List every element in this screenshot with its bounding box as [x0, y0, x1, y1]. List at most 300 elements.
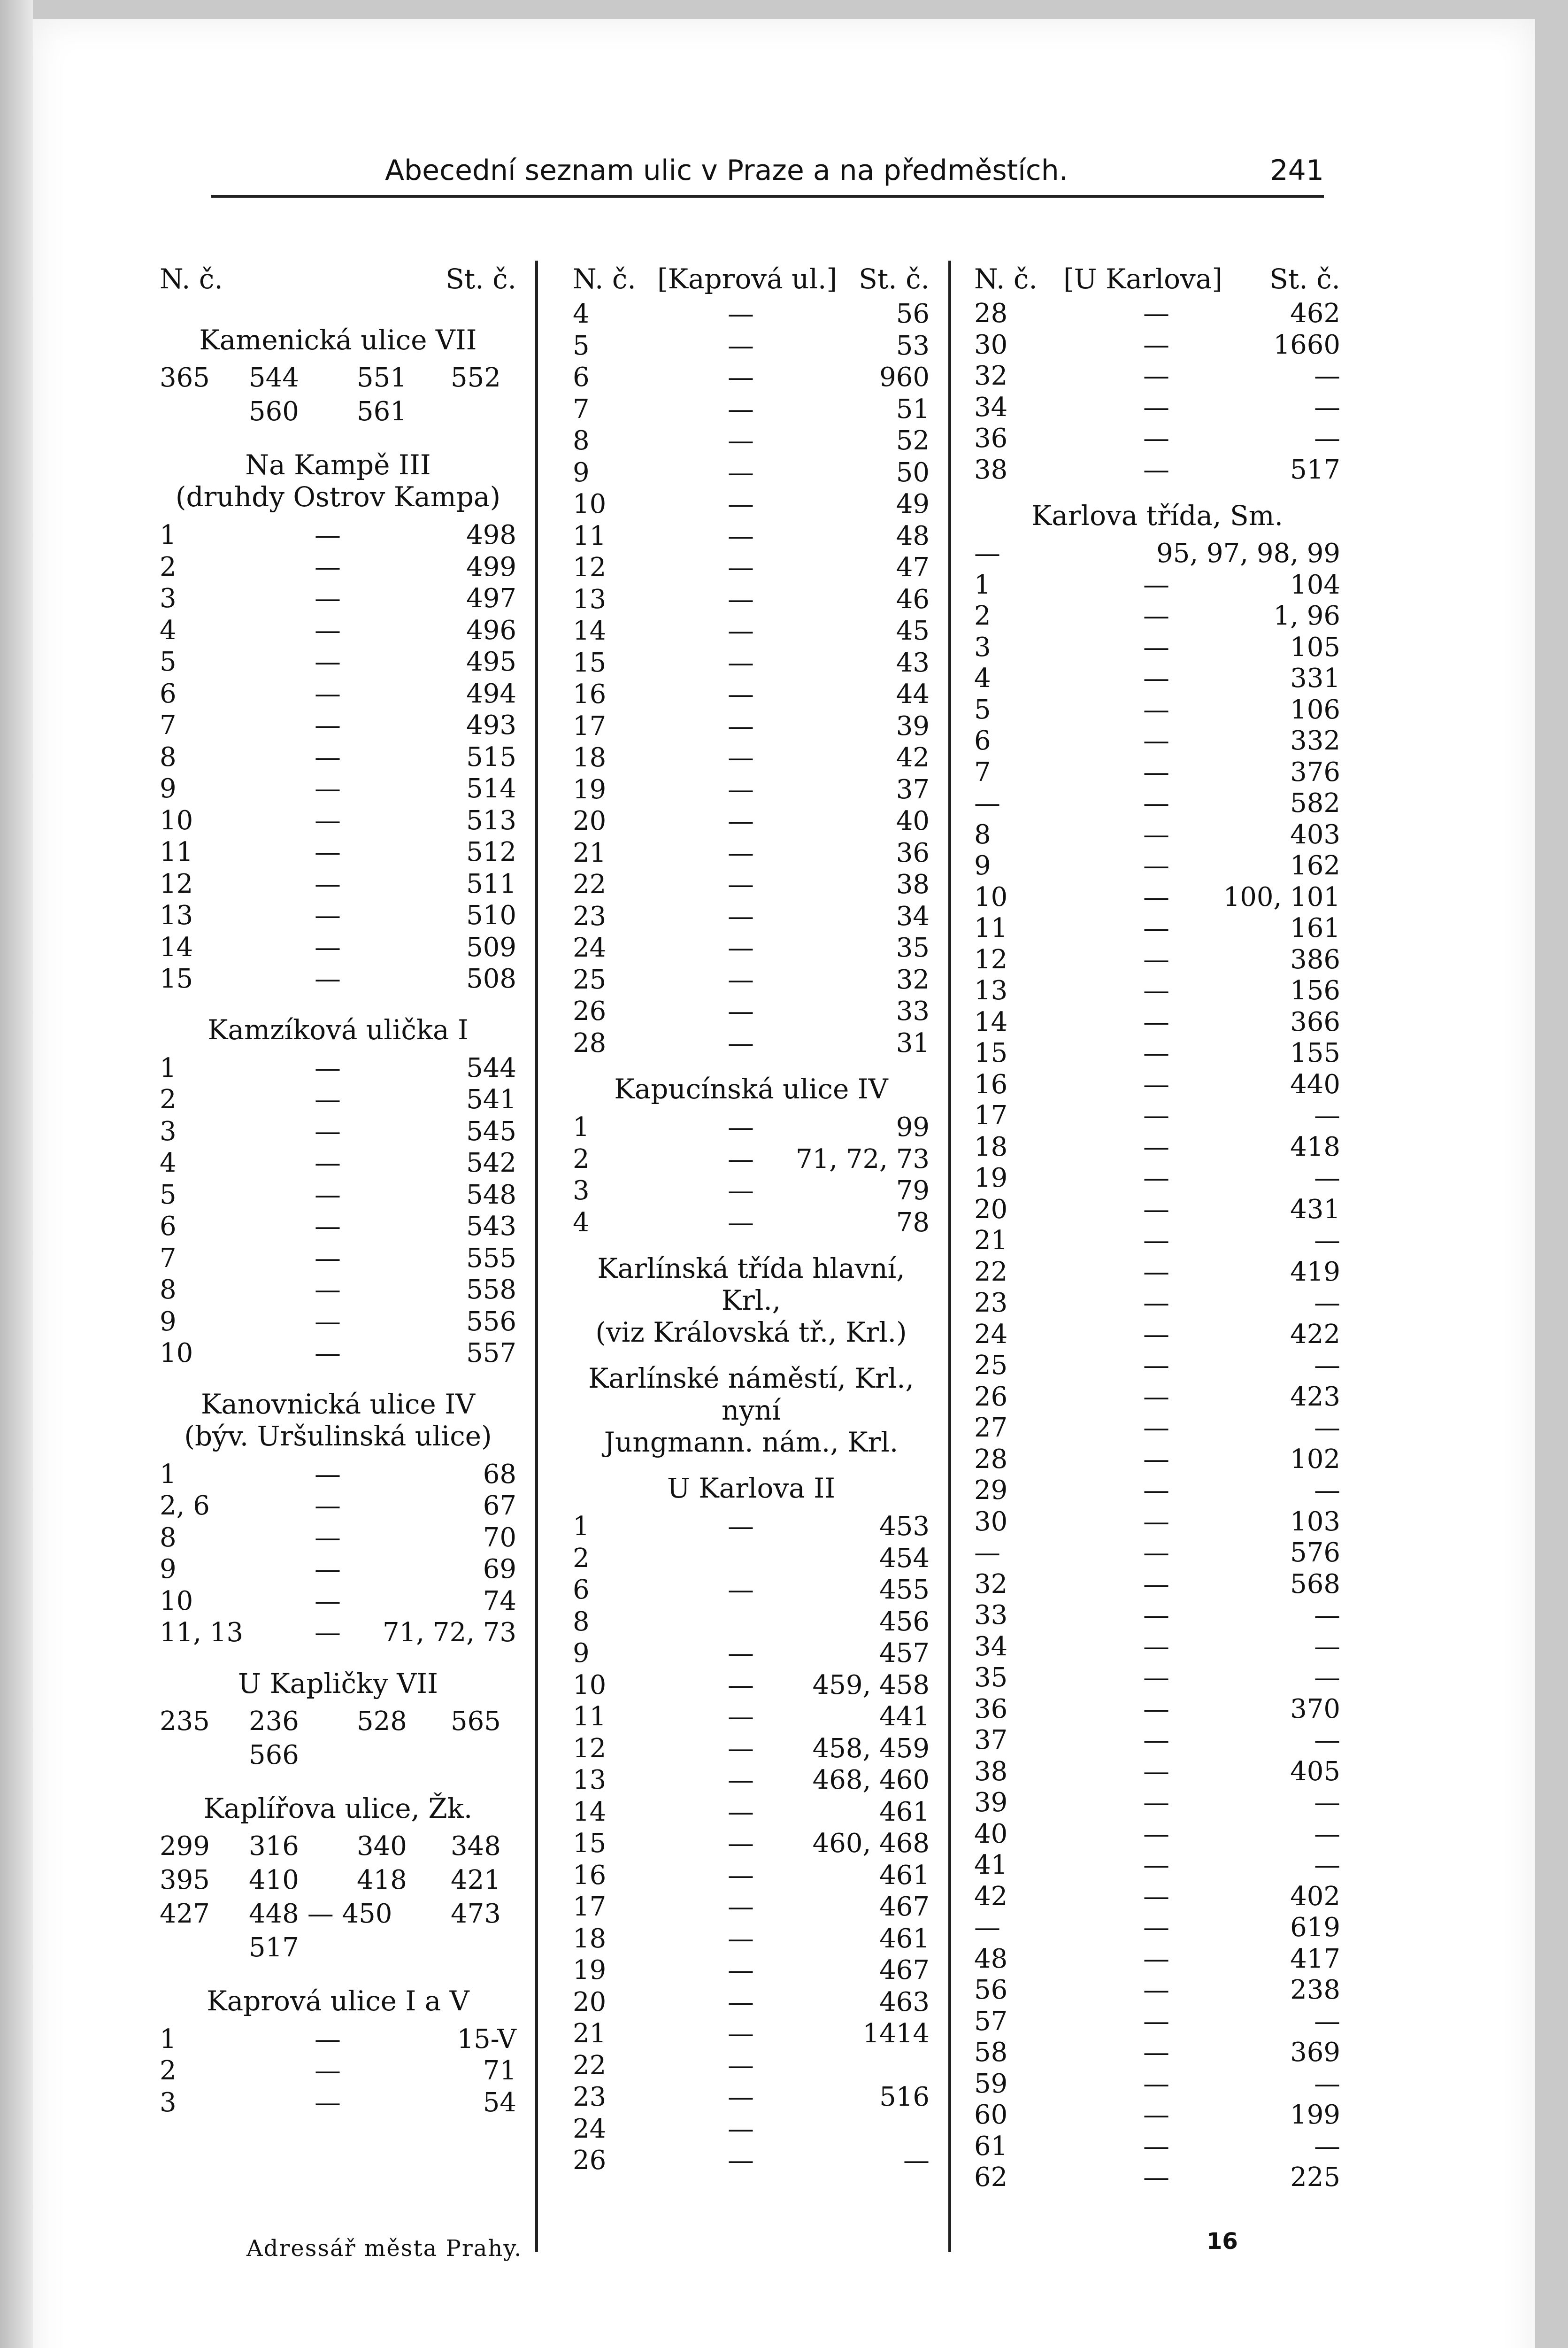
new-number: 3	[160, 583, 177, 614]
old-number: 1414	[862, 2018, 930, 2049]
old-number: 456	[879, 1606, 930, 1637]
old-number: 495	[466, 647, 516, 677]
old-number: 515	[466, 741, 516, 772]
new-number: 56	[974, 1975, 1008, 2005]
old-number: 548	[466, 1179, 516, 1210]
old-number: 155	[1290, 1038, 1340, 1068]
old-number: 453	[879, 1511, 930, 1542]
new-number: 29	[974, 1475, 1008, 1506]
number-grid-row	[160, 1740, 516, 1774]
dash: —	[315, 1052, 341, 1083]
dash: —	[1143, 392, 1169, 423]
dash: —	[728, 2018, 754, 2049]
old-number: 52	[896, 425, 930, 456]
old-number: 458, 459	[812, 1733, 930, 1764]
old-number: 498	[466, 520, 516, 550]
street-name-line: Kapucínská ulice IV	[614, 1073, 888, 1105]
number-cell: 473	[451, 1898, 501, 1929]
street-name	[573, 1073, 930, 1105]
dash: —	[1143, 1256, 1169, 1287]
old-number: 238	[1290, 1975, 1340, 2005]
dash: —	[1143, 1631, 1169, 1662]
house-row	[974, 1069, 1340, 1101]
old-number: 51	[896, 394, 930, 425]
street-name	[160, 1985, 516, 2017]
old-number: 558	[466, 1274, 516, 1305]
new-number: 4	[573, 1207, 590, 1238]
house-row	[974, 1382, 1340, 1413]
number-cell: 365	[160, 363, 210, 393]
dash: —	[315, 1554, 341, 1584]
old-number: 542	[466, 1148, 516, 1178]
old-number: 332	[1290, 726, 1340, 756]
dash: —	[315, 1274, 341, 1305]
house-row	[573, 1986, 930, 2018]
street-name	[160, 1792, 516, 1824]
dash: —	[315, 1459, 341, 1490]
new-number: 6	[160, 678, 177, 709]
new-number: 7	[160, 1243, 177, 1274]
house-row	[573, 330, 930, 362]
old-number: 494	[466, 678, 516, 709]
number-grid	[160, 1706, 516, 1774]
dash: —	[1143, 819, 1169, 850]
house-row	[160, 1147, 516, 1179]
house-row	[974, 1475, 1340, 1506]
old-number: 161	[1290, 913, 1340, 943]
old-number: 54	[483, 2087, 516, 2118]
house-row	[974, 1506, 1340, 1538]
new-number: 36	[974, 1693, 1008, 1724]
dash: —	[315, 583, 341, 614]
new-number: 38	[974, 1756, 1008, 1787]
house-row	[573, 1027, 930, 1059]
new-number: 9	[160, 1554, 177, 1584]
house-row	[160, 583, 516, 615]
dash: —	[1143, 850, 1169, 881]
old-number: 403	[1290, 819, 1340, 850]
new-number: 1	[160, 1459, 177, 1490]
street-name-line: Kamenická ulice VII	[199, 324, 477, 356]
house-row	[974, 850, 1340, 882]
old-number: 68	[483, 1459, 516, 1490]
old-number: 431	[1290, 1194, 1340, 1225]
dash: —	[315, 932, 341, 963]
dash: —	[1143, 298, 1169, 329]
house-row	[974, 788, 1340, 819]
house-row	[974, 1319, 1340, 1351]
old-number: 457	[879, 1638, 930, 1668]
old-number: —	[1314, 1163, 1340, 1193]
house-row	[974, 1850, 1340, 1881]
house-number-list	[160, 2024, 516, 2119]
house-row	[974, 2131, 1340, 2163]
old-number: 960	[879, 362, 930, 393]
old-number: 545	[466, 1116, 516, 1147]
new-number: 24	[974, 1319, 1008, 1350]
old-number: —	[1314, 1631, 1340, 1662]
number-cell: 236	[249, 1706, 299, 1737]
dash: —	[1143, 694, 1169, 725]
house-row	[974, 1787, 1340, 1819]
house-row	[974, 1537, 1340, 1569]
street-section	[160, 1668, 516, 1774]
old-number: 454	[879, 1543, 930, 1574]
old-number: 516	[879, 2082, 930, 2112]
dash: —	[1143, 1725, 1169, 1755]
new-number: 8	[974, 819, 991, 850]
dash: —	[728, 933, 754, 963]
old-number: —	[1314, 2131, 1340, 2162]
dash: —	[728, 711, 754, 741]
new-number: 10	[573, 489, 607, 519]
old-number: 46	[896, 584, 930, 615]
new-number: 48	[974, 1943, 1008, 1974]
column-header-left: N. č.	[573, 263, 636, 295]
dash: —	[728, 1701, 754, 1732]
new-number: 13	[573, 1765, 607, 1795]
dash: —	[315, 1243, 341, 1274]
house-number-list	[974, 298, 1340, 486]
street-name	[573, 1252, 930, 1348]
old-number: 422	[1290, 1319, 1340, 1350]
number-cell: 421	[451, 1864, 501, 1895]
house-row	[160, 1522, 516, 1554]
house-row	[573, 615, 930, 647]
dash: —	[728, 1112, 754, 1143]
old-number: 74	[483, 1585, 516, 1616]
new-number: 5	[160, 1179, 177, 1210]
dash: —	[315, 1211, 341, 1242]
house-row	[974, 570, 1340, 601]
dash: —	[1143, 944, 1169, 975]
old-number: 370	[1290, 1693, 1340, 1724]
new-number: 42	[974, 1881, 1008, 1912]
dash: —	[315, 647, 341, 677]
street-name	[160, 449, 516, 513]
column-divider-left	[535, 261, 538, 2252]
new-number: 19	[573, 774, 607, 805]
dash: —	[1143, 1568, 1169, 1599]
column-header-left: N. č.	[974, 263, 1038, 295]
new-number: 8	[160, 741, 177, 772]
house-row	[573, 964, 930, 996]
house-number-list	[160, 519, 516, 995]
house-row	[573, 1543, 930, 1575]
house-row	[573, 362, 930, 394]
number-grid-row	[160, 1932, 516, 1966]
house-row	[974, 944, 1340, 976]
dash: —	[728, 1575, 754, 1605]
dash: —	[1143, 1600, 1169, 1630]
old-number: 544	[466, 1052, 516, 1083]
dash: —	[1143, 913, 1169, 943]
dash: —	[1143, 757, 1169, 788]
number-cell: 517	[249, 1932, 299, 1963]
dash: —	[728, 1796, 754, 1827]
new-number: 26	[974, 1381, 1008, 1412]
number-cell: 544	[249, 363, 299, 393]
dash: —	[315, 1585, 341, 1616]
new-number: 10	[160, 805, 193, 836]
new-number: 7	[160, 710, 177, 741]
house-row	[573, 425, 930, 457]
number-grid-row	[160, 1899, 516, 1932]
street-name	[160, 1014, 516, 1046]
dash: —	[1143, 2037, 1169, 2068]
house-row	[160, 805, 516, 837]
new-number: 13	[160, 900, 193, 931]
dash: —	[315, 805, 341, 836]
old-number: 102	[1290, 1444, 1340, 1475]
new-number: 10	[974, 881, 1008, 912]
new-number: 19	[573, 1955, 607, 1985]
house-row	[573, 742, 930, 774]
house-row	[573, 1954, 930, 1986]
old-number: 405	[1290, 1756, 1340, 1787]
header-rule	[211, 195, 1324, 198]
old-number: 497	[466, 583, 516, 614]
house-row	[160, 1337, 516, 1369]
house-row	[573, 932, 930, 964]
new-number: 1	[573, 1511, 590, 1542]
street-section	[160, 1985, 516, 2119]
new-number: 15	[974, 1038, 1008, 1068]
house-row	[573, 1669, 930, 1701]
old-number: 386	[1290, 944, 1340, 975]
new-number: 5	[573, 330, 590, 361]
house-row	[160, 519, 516, 551]
dash: —	[728, 489, 754, 519]
street-name	[573, 1472, 930, 1504]
new-number: 11	[573, 1701, 607, 1732]
old-number: —	[1314, 1850, 1340, 1880]
house-row	[974, 726, 1340, 757]
dash: —	[728, 1828, 754, 1859]
dash: —	[728, 806, 754, 836]
dash: —	[1143, 1850, 1169, 1880]
old-number: 103	[1290, 1506, 1340, 1537]
new-number: 22	[573, 2050, 607, 2081]
old-number: 461	[879, 1923, 930, 1954]
new-number: 35	[974, 1662, 1008, 1693]
old-number: 460, 468	[812, 1828, 930, 1859]
old-number: 34	[896, 901, 930, 932]
new-number: 3	[573, 1175, 590, 1206]
street-name-line: Kaplířova ulice, Žk.	[203, 1792, 473, 1824]
dash: —	[315, 868, 341, 899]
old-number: —	[1314, 1662, 1340, 1693]
house-row	[573, 520, 930, 552]
old-number: 462	[1290, 298, 1340, 329]
dash: —	[315, 1179, 341, 1210]
street-section	[573, 1362, 930, 1458]
dash: —	[315, 837, 341, 867]
house-row	[573, 1207, 930, 1239]
new-number: 10	[160, 1585, 193, 1616]
new-number: 41	[974, 1850, 1008, 1880]
house-number-list	[573, 1112, 930, 1238]
old-number: 31	[896, 1027, 930, 1058]
new-number: 4	[573, 299, 590, 329]
street-section	[160, 1792, 516, 1966]
dash: —	[728, 647, 754, 678]
old-number: —	[1314, 1288, 1340, 1318]
new-number: 3	[974, 632, 991, 663]
old-number: 37	[896, 774, 930, 805]
dash: —	[1143, 423, 1169, 454]
old-number: 162	[1290, 850, 1340, 881]
dash: —	[315, 741, 341, 772]
new-number: 25	[974, 1350, 1008, 1381]
house-row	[974, 392, 1340, 424]
house-row	[974, 2006, 1340, 2038]
dash: —	[1143, 1131, 1169, 1162]
house-row	[974, 1944, 1340, 1975]
house-row	[573, 488, 930, 520]
new-number: 32	[974, 1568, 1008, 1599]
house-row	[974, 757, 1340, 788]
dash: —	[315, 1617, 341, 1648]
street-name-line: Na Kampě III	[245, 449, 431, 481]
old-number: 517	[1290, 454, 1340, 485]
column-header	[573, 263, 930, 296]
new-number: 9	[573, 457, 590, 488]
house-row	[974, 1600, 1340, 1631]
house-row	[974, 1569, 1340, 1600]
old-number: 418	[1290, 1131, 1340, 1162]
new-number: 11	[974, 913, 1008, 943]
new-number: 2	[160, 551, 177, 582]
column-header-right: St. č.	[1269, 263, 1340, 295]
number-cell: 348	[451, 1831, 501, 1861]
new-number: 59	[974, 2068, 1008, 2099]
new-number: 1	[160, 1052, 177, 1083]
new-number: 8	[573, 1606, 590, 1637]
number-cell: 418	[357, 1864, 407, 1895]
house-row	[160, 741, 516, 773]
house-row	[160, 868, 516, 900]
new-number: 13	[573, 584, 607, 615]
house-row	[974, 1756, 1340, 1788]
new-number: 28	[974, 298, 1008, 329]
house-row	[974, 423, 1340, 455]
new-number: 21	[974, 1225, 1008, 1256]
old-number: 555	[466, 1243, 516, 1274]
dash: —	[728, 425, 754, 456]
old-number: 44	[896, 679, 930, 710]
street-name	[160, 324, 516, 356]
new-number: 2, 6	[160, 1491, 210, 1521]
old-number: 156	[1290, 975, 1340, 1006]
house-row	[573, 1923, 930, 1955]
dash: —	[728, 330, 754, 361]
dash: —	[1143, 569, 1169, 600]
dash: —	[1143, 361, 1169, 391]
dash: —	[1143, 1662, 1169, 1693]
house-row	[160, 1459, 516, 1491]
house-row	[573, 1860, 930, 1892]
house-row	[573, 394, 930, 425]
house-row	[573, 1511, 930, 1543]
old-number: 71, 72, 73	[383, 1617, 516, 1648]
old-number: 45	[896, 616, 930, 646]
new-number: —	[974, 788, 1000, 819]
street-name-line: Kanovnická ulice IV	[201, 1388, 475, 1420]
column-body	[974, 298, 1340, 2208]
house-row	[974, 1163, 1340, 1194]
old-number: —	[1314, 1725, 1340, 1755]
house-row	[160, 1585, 516, 1617]
signature-mark: 16	[1207, 2228, 1238, 2255]
house-number-list	[974, 538, 1340, 2194]
new-number: 25	[573, 964, 607, 995]
new-number: 7	[573, 394, 590, 425]
house-row	[974, 1413, 1340, 1444]
house-row	[160, 1274, 516, 1306]
dash: —	[1143, 1194, 1169, 1225]
old-number: 40	[896, 806, 930, 836]
number-grid-row	[160, 363, 516, 396]
house-row	[974, 2069, 1340, 2100]
house-row	[974, 975, 1340, 1007]
page-header	[385, 154, 1324, 196]
house-row	[974, 1819, 1340, 1850]
new-number: 4	[160, 615, 177, 646]
house-row	[974, 1007, 1340, 1038]
old-number: 49	[896, 489, 930, 519]
column-header-middle: [U Karlova]	[1063, 263, 1223, 295]
dash: —	[1143, 2006, 1169, 2037]
old-number: 376	[1290, 757, 1340, 788]
old-number: —	[1314, 423, 1340, 454]
house-row	[974, 1194, 1340, 1226]
dash: —	[1143, 329, 1169, 360]
old-number: 53	[896, 330, 930, 361]
dash: —	[315, 2024, 341, 2054]
old-number: —	[1314, 392, 1340, 423]
house-row	[573, 647, 930, 679]
new-number: 21	[573, 837, 607, 868]
house-row	[974, 913, 1340, 944]
dash: —	[1143, 1975, 1169, 2005]
new-number: 34	[974, 392, 1008, 423]
house-row	[160, 615, 516, 647]
dash: —	[1143, 1350, 1169, 1381]
old-number: 568	[1290, 1568, 1340, 1599]
old-number: 543	[466, 1211, 516, 1242]
house-row	[974, 361, 1340, 392]
street-name-line: Kamzíková ulička I	[208, 1013, 469, 1046]
old-number: 582	[1290, 788, 1340, 819]
old-number: 468, 460	[812, 1765, 930, 1795]
new-number: 26	[573, 996, 607, 1027]
house-row	[974, 1444, 1340, 1475]
dash: —	[1143, 1475, 1169, 1506]
new-number: 32	[974, 361, 1008, 391]
dash: —	[728, 1027, 754, 1058]
new-number: 13	[974, 975, 1008, 1006]
dash: —	[728, 1733, 754, 1764]
old-number: 95, 97, 98, 99	[1156, 538, 1340, 569]
number-cell: 551	[357, 363, 407, 393]
old-number: —	[903, 2145, 930, 2176]
old-number: —	[1314, 1225, 1340, 1256]
house-row	[573, 774, 930, 806]
street-name-line: Karlínská třída hlavní,	[597, 1252, 905, 1284]
new-number: 9	[160, 773, 177, 804]
new-number: 14	[974, 1006, 1008, 1037]
